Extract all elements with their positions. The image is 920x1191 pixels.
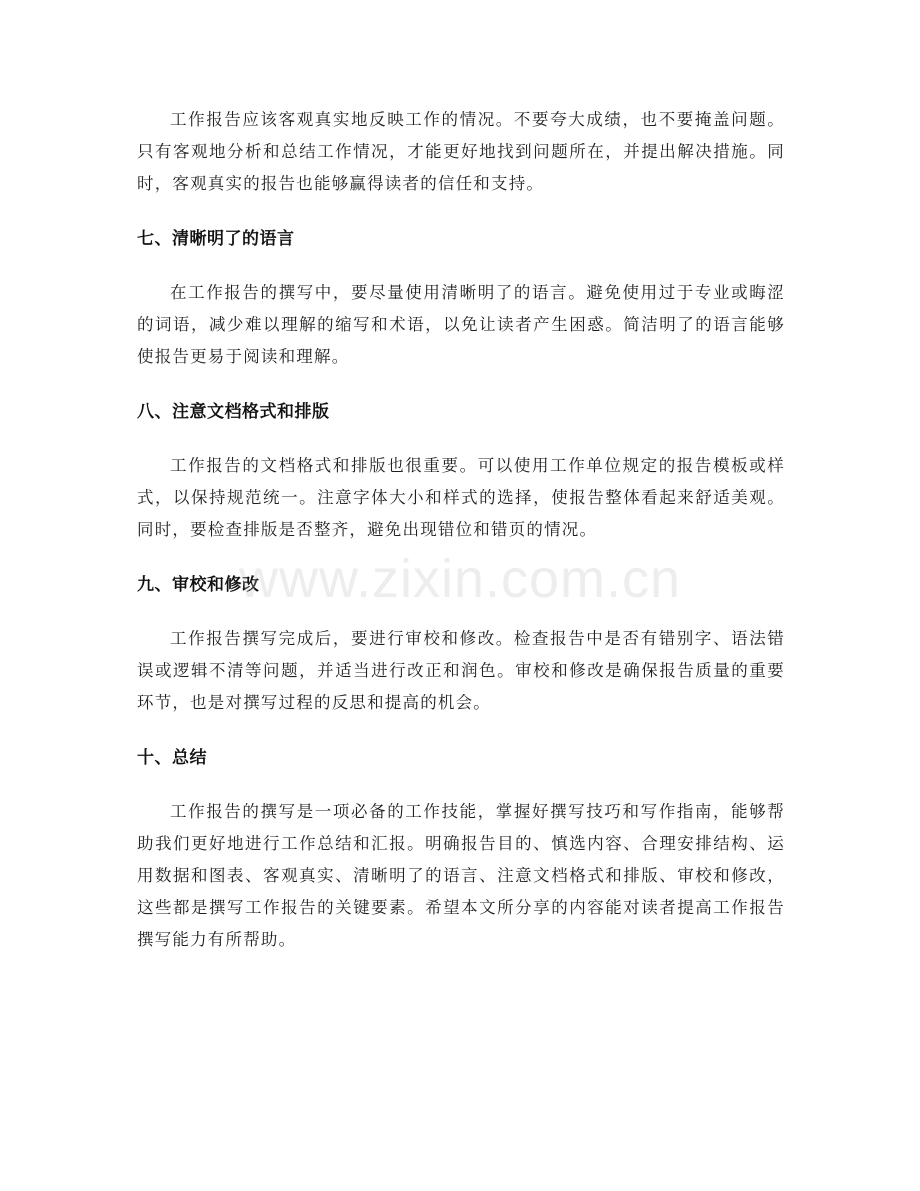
section-body-10: 工作报告的撰写是一项必备的工作技能，掌握好撰写技巧和写作指南，能够帮助我们更好地进行工作总结和汇报。明确报告目的、慎选内容、合理安排结构、运用数据和图表、客观真实、清晰明了的语言、注意文档格式和排版、审校和修改，这些都是撰写工作报告的关键要素。希望本文所分享的内容能对读者提高工作报告撰写能力有所帮助。	[137, 802, 785, 949]
section-heading-9: 九、审校和修改	[137, 575, 260, 595]
section-body-8: 工作报告的文档格式和排版也很重要。可以使用工作单位规定的报告模板或样式，以保持规范统一。注意字体大小和样式的选择，使报告整体看起来舒适美观。同时，要检查排版是否整齐，避免出现错位和错页的情况。	[137, 456, 785, 539]
document-body	[137, 104, 785, 956]
section-heading-7: 七、清晰明了的语言	[137, 229, 295, 249]
section-heading-8: 八、注意文档格式和排版	[137, 402, 330, 422]
section-body-7: 在工作报告的撰写中，要尽量使用清晰明了的语言。避免使用过于专业或晦涩的词语，减少难以理解的缩写和术语，以免让读者产生困惑。简洁明了的语言能够使报告更易于阅读和理解。	[137, 283, 785, 366]
intro-paragraph: 工作报告应该客观真实地反映工作的情况。不要夸大成绩，也不要掩盖问题。只有客观地分析和总结工作情况，才能更好地找到问题所在，并提出解决措施。同时，客观真实的报告也能够赢得读者的信任和支持。	[137, 110, 785, 193]
section-heading-10: 十、总结	[137, 748, 207, 768]
section-body-9: 工作报告撰写完成后，要进行审校和修改。检查报告中是否有错别字、语法错误或逻辑不清等问题，并适当进行改正和润色。审校和修改是确保报告质量的重要环节，也是对撰写过程的反思和提高的机会。	[137, 629, 785, 712]
watermark-text: www.zixin.com.cn	[238, 549, 682, 609]
